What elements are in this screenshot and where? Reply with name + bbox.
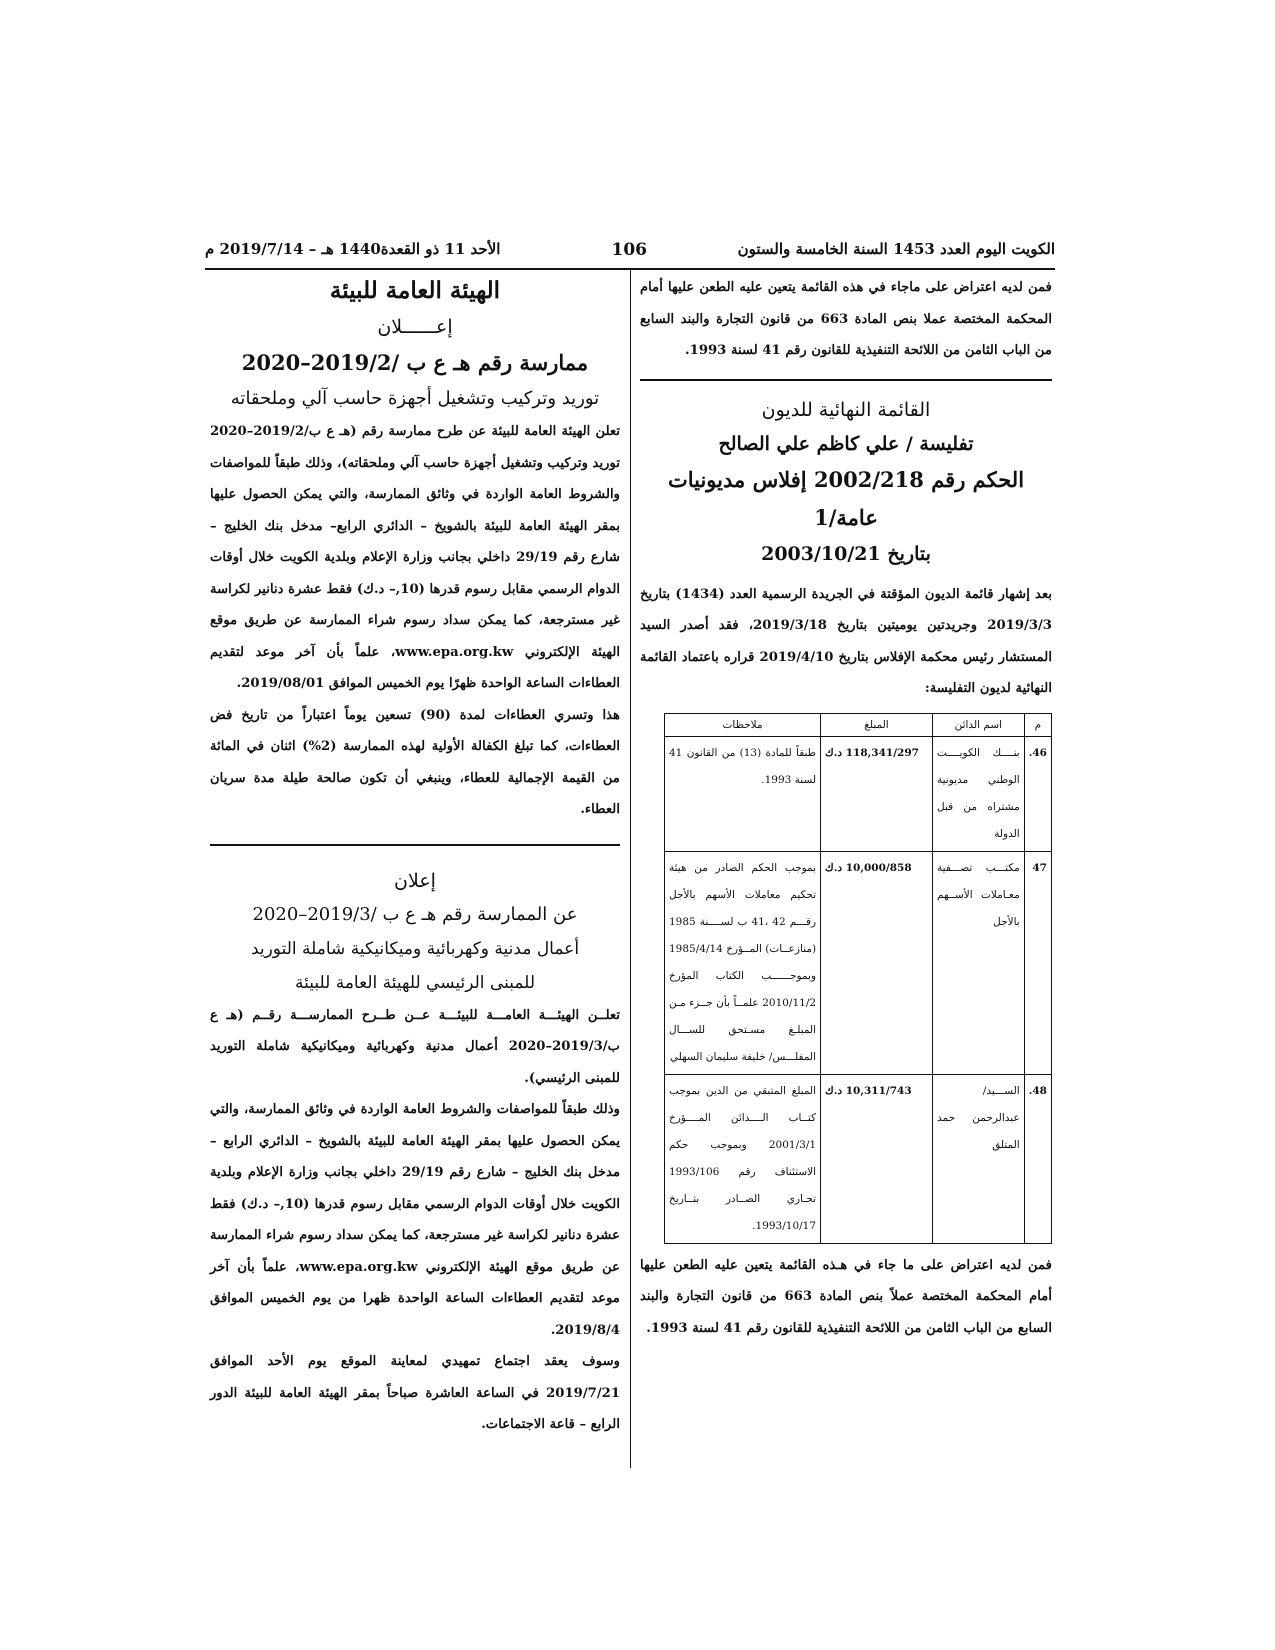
- header-issue-info: الكويت اليوم العدد 1453 السنة الخامسة والستون: [737, 240, 1055, 258]
- ruling-number: الحكم رقم 2002/218 إفلاس مديونيات عامة/1: [667, 466, 1025, 530]
- announcement-heading-2: إعلان: [394, 869, 436, 892]
- col-header-creditor: اسم الدائن: [932, 713, 1024, 736]
- left-column: [210, 272, 620, 1441]
- practice-2-intro: تعلــن الهيئـــة العامـــة للبيئـــة عــن طــرح الممارســـة رقــم (هـ ع ب/2019/3–2020 أعمال مدنية وكهربائية وميكانيكية شاملة التوريد للمبنى الرئيسي).: [210, 1007, 620, 1086]
- debts-table: [664, 713, 1052, 1244]
- row-number: 46.: [1024, 736, 1051, 851]
- practice-2-meeting: وسوف يعقد اجتماع تمهيدي لمعاينة الموقع يوم الأحد الموافق 2019/7/21 في الساعة العاشرة صباحاً بمقر الهيئة العامة للبيئة الدور الرابع – قاعة الاجتماعات.: [210, 1354, 620, 1432]
- practice-1-validity: هذا وتسري العطاءات لمدة (90) تسعين يوماً اعتباراً من تاريخ فض العطاءات، كما تبلغ الكفالة الأولية لهذه الممارسة (2%) اثنان في المائة من القيمة الإجمالية للعطاء، وينبغي أن تكون صالحة طيلة مدة سريان العطاء.: [210, 707, 620, 817]
- table-row: [665, 736, 1052, 851]
- final-list-intro: بعد إشهار قائمة الديون المؤقتة في الجريدة الرسمية العدد (1434) بتاريخ 2019/3/3 وجريدتين يوميتين بتاريخ 2019/3/18، فقد أصدر السيد المستشار رئيس محكمة الإفلاس بتاريخ 2019/4/10 قراره باعتماد القائمة النهائية لديون التفليسة:: [640, 586, 1052, 696]
- table-row: [665, 1074, 1052, 1243]
- practice-1-body: تعلن الهيئة العامة للبيئة عن طرح ممارسة رقم (هـ ع ب/2019/2–2020 توريد وتركيب وتشغيل أجهزة حاسب آلي وملحقاته)، وذلك طبقاً للمواصفات والشروط العامة الواردة في وثائق الممارسة، والتي يمكن الحصول عليها بمقر الهيئة العامة للبيئة بالشويخ – الدائري الرابع– مدخل بنك الخليج – شارع رقم 29/19 داخلي بجانب وزارة الإعلام وبلدية الكويت خلال أوقات الدوام الرسمي مقابل رسوم قدرها (10,– د.ك) فقط عشرة دنانير لكراسة غير مسترجعة، كما يمكن سداد رسوم شراء الممارسة عن طريق موقع الهيئة الإلكتروني www.epa.org.kw، علماً بأن آخر موعد لتقديم العطاءات الساعة الواحدة ظهرًا يوم الخميس الموافق 2019/08/01.: [210, 424, 621, 691]
- final-list-title: القائمة النهائية للديون: [761, 398, 931, 421]
- practice-subject-2a: أعمال مدنية وكهربائية وميكانيكية شاملة التوريد: [250, 938, 580, 959]
- creditor-name: مكتـــب تصـــفية معـاملات الأســهم بالأجل: [932, 851, 1024, 1074]
- practice-2-body: وذلك طبقاً للمواصفات والشروط العامة الواردة في وثائق الممارسة، والتي يمكن الحصول عليها بمقر الهيئة العامة للبيئة بالشويخ – الدائري الرابع – مدخل بنك الخليج – شارع رقم 29/19 داخلي بجانب وزارة الإعلام وبلدية الكويت خلال أوقات الدوام الرسمي مقابل رسوم قدرها (10,– د.ك) فقط عشرة دنانير لكراسة غير مسترجعة، كما يمكن سداد رسوم شراء الممارسة عن طريق موقع الهيئة الإلكتروني www.epa.org.kw، علماً بأن آخر موعد لتقديم العطاءات الساعة الواحدة ظهرا من يوم الخميس الموافق 2019/8/4.: [210, 1102, 621, 1338]
- objection-notice-top: فمن لديه اعتراض على ماجاء في هذه القائمة يتعين عليه الطعن عليها أمام المحكمة المختصة عملا بنص المادة 663 من قانون التجارة والبند السابع من الباب الثامن من اللائحة التنفيذية للقانون رقم 41 لسنة 1993.: [640, 280, 1052, 358]
- col-header-notes: ملاحظات: [665, 713, 821, 736]
- row-number: 48.: [1024, 1074, 1051, 1243]
- debt-amount: 118,341/297 د.ك: [821, 736, 933, 851]
- col-header-no: م: [1024, 713, 1051, 736]
- practice-number-2: عن الممارسة رقم هـ ع ب /2019/3–2020: [252, 903, 578, 925]
- debt-amount: 10,000/858 د.ك: [821, 851, 933, 1074]
- debt-note: طبقاً للمادة (13) من القانون 41 لسنة 1993.: [665, 736, 821, 851]
- debt-note: بموجب الحكم الصادر من هيئة تحكيم معاملات الأسهم بالأجل رقـــم 42 ،41 ب لســــنة 1985 (منازعــات) المــؤرخ 1985/4/14 وبموجــــــب الكتاب المؤرخ 2010/11/2 علمــاً بأن جــزء مـن المبلـغ مسـتحق للســـال المفلـــس/ خليفة سليمان السهلي: [665, 851, 821, 1074]
- debts-table-header: [665, 713, 1052, 736]
- objection-notice-bottom: فمن لديه اعتراض على ما جاء في هـذه القائمة يتعين عليه الطعن عليها أمام المحكمة المختصة عملاً بنص المادة 663 من قانون التجارة والبند السابع من الباب الثامن من اللائحة التنفيذية للقانون رقم 41 لسنة 1993.: [640, 1257, 1052, 1336]
- debt-note: المبلغ المتبقي من الدين بموجب كتــاب الــــدائن المــــؤرخ 2001/3/1 وبموجب حكم الاستئناف رقم 1993/106 تجـاري الصــادر بتــاريخ 1993/10/17.: [665, 1074, 821, 1243]
- creditor-name: الســـيد/عبدالرحمن حمد المتلق: [932, 1074, 1024, 1243]
- practice-subject-2b: للمبنى الرئيسي للهيئة العامة للبيئة: [295, 972, 535, 993]
- page-header: [205, 240, 1055, 264]
- debt-amount: 10,311/743 د.ك: [821, 1074, 933, 1243]
- right-column: [640, 272, 1052, 1344]
- row-number: 47: [1024, 851, 1051, 1074]
- page-number: 106: [611, 240, 647, 260]
- ruling-date: بتاريخ 2003/10/21: [761, 542, 931, 565]
- creditor-name: بنــــك الكويــــت الوطني مديونية مشتراه من قبل الدولة: [932, 736, 1024, 851]
- authority-title: الهيئة العامة للبيئة: [329, 277, 501, 304]
- announcement-heading-1: إعــــــلان: [377, 316, 453, 338]
- header-date: الأحد 11 ذو القعدة1440 هـ – 2019/7/14 م: [205, 240, 501, 258]
- practice-number-1: ممارسة رقم هـ ع ب /2019/2–2020: [241, 350, 589, 375]
- column-divider: [630, 270, 631, 1468]
- table-row: [665, 851, 1052, 1074]
- practice-subject-1: توريد وتركيب وتشغيل أجهزة حاسب آلي وملحقاته: [230, 388, 600, 409]
- section-rule: [210, 844, 620, 846]
- col-header-amount: المبلغ: [821, 713, 933, 736]
- section-rule: [640, 379, 1052, 381]
- bankruptcy-name: تفليسة / علي كاظم علي الصالح: [718, 432, 974, 455]
